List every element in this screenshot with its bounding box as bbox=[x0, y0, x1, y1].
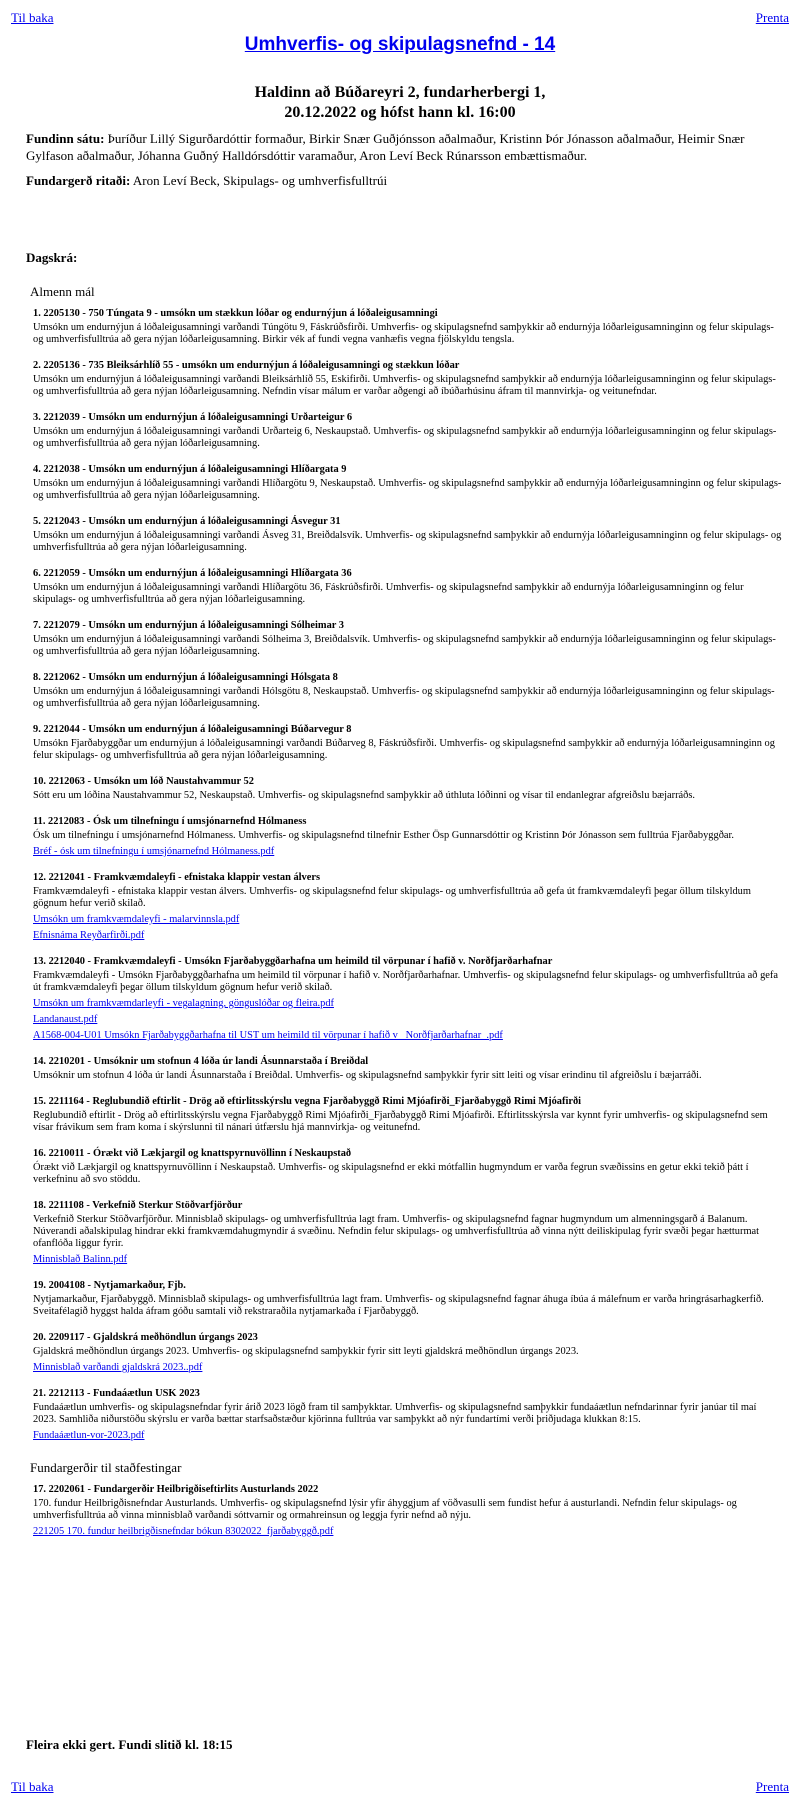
agenda-item-heading: 15. 2211164 - Reglubundið eftirlit - Drög að eftirlitsskýrslu vegna Fjarðabyggð Rimi Mjóafirði_Fjarðabyggð Rimi Mjóafirði bbox=[33, 1096, 582, 1107]
agenda-item-heading: 8. 2212062 - Umsókn um endurnýjun á lóðaleigusamningi Hólsgata 8 bbox=[33, 672, 338, 683]
agenda-item bbox=[33, 956, 782, 1042]
closing-statement: Fleira ekki gert. Fundi slitið kl. 18:15 bbox=[26, 1737, 233, 1752]
agenda-item-text: Verkefnið Sterkur Stöðvarfjörður. Minnisblað skipulags- og umhverfisfulltrúa lagt fram. Umhverfis- og skipulagsnefnd fagnar hugmyndum um almenningsgarð á Balanum. Núverandi aðalskipulag hindrar ekki framkvæmdahugmyndir á svæðinu. Nefndin felur skipulags- og umhverfisfulltrúa að vinna nýtt deiliskipulag fyrir svæði þegar hætturmat ofanflóða liggur fyrir. bbox=[33, 1214, 760, 1249]
agenda-item-heading: 1. 2205130 - 750 Túngata 9 - umsókn um stækkun lóðar og endurnýjun á lóðaleigusamningi bbox=[33, 308, 438, 319]
agenda-item-heading: 16. 2210011 - Órækt við Lækjargil og knattspyrnuvöllinn í Neskaupstað bbox=[33, 1148, 352, 1159]
back-link-bottom[interactable]: Til baka bbox=[11, 1779, 54, 1794]
meeting-info bbox=[0, 83, 800, 123]
agenda-item bbox=[33, 1332, 782, 1374]
agenda-item-text: Umsókn um endurnýjun á lóðaleigusamningi varðandi Sólheima 3, Breiðdalsvík. Umhverfis- og skipulagsnefnd samþykkir að endurnýja lóðarleigusamninginn og felur skipulags- og umhverfisfulltrúa að gera nýjan lóðarleigusamning. bbox=[33, 634, 776, 657]
agenda-item-heading: 14. 2210201 - Umsóknir um stofnun 4 lóða úr landi Ásunnarstaða í Breiðdal bbox=[33, 1056, 369, 1067]
agenda-item-text: Sótt eru um lóðina Naustahvammur 52, Neskaupstað. Umhverfis- og skipulagsnefnd samþykkir að úthluta lóðinni og vísar til endanlegrar afgreiðslu bæjarráðs. bbox=[33, 790, 695, 801]
agenda-item-heading: 12. 2212041 - Framkvæmdaleyfi - efnistaka klappir vestan álvers bbox=[33, 872, 320, 883]
agenda-item bbox=[33, 360, 782, 398]
agenda-item-heading: 11. 2212083 - Ósk um tilnefningu í umsjónarnefnd Hólmaness bbox=[33, 816, 307, 827]
agenda-item-heading: 3. 2212039 - Umsókn um endurnýjun á lóðaleigusamningi Urðarteigur 6 bbox=[33, 412, 353, 423]
agenda-section bbox=[26, 284, 782, 1442]
agenda-item bbox=[33, 1388, 782, 1442]
attendees-text: Þuríður Lillý Sigurðardóttir formaður, Birkir Snær Guðjónsson aðalmaður, Kristinn Þór Jónasson aðalmaður, Heimir Snær Gylfason aðalmaður, Jóhanna Guðný Halldórsdóttir varamaður, Aron Leví Beck Rúnarsson embættismaður. bbox=[26, 131, 745, 163]
attachment-link[interactable]: Fundaáætlun-vor-2023.pdf bbox=[33, 1430, 145, 1441]
section-title: Fundargerðir til staðfestingar bbox=[30, 1460, 182, 1475]
attachment-link[interactable]: Umsókn um framkvæmdaleyfi - malarvinnsla.pdf bbox=[33, 914, 240, 925]
agenda-item-heading: 19. 2004108 - Nytjamarkaður, Fjb. bbox=[33, 1280, 186, 1291]
agenda-item-heading: 13. 2212040 - Framkvæmdaleyfi - Umsókn Fjarðabyggðarhafna um heimild til vörpunar í hafið v. Norðfjarðarhafnar bbox=[33, 956, 553, 967]
agenda-item bbox=[33, 1148, 782, 1186]
agenda-item-text: Umsókn um endurnýjun á lóðaleigusamningi varðandi Bleiksárhlíð 55, Eskifirði. Umhverfis- og skipulagsnefnd samþykkir að endurnýja lóðarleigusamninginn og felur skipulags- og umhverfisfulltrúa að gera nýjan lóðarleigusamning. Nefndin vísar málum er varðar aðgengi að íbúðarhúsinu áfram til mannvirkja- og veitunefndar. bbox=[33, 374, 776, 397]
agenda-title: Dagskrá: bbox=[26, 250, 78, 265]
attachment-link[interactable]: Efnisnáma Reyðarfirði.pdf bbox=[33, 930, 145, 941]
agenda-item-text: Órækt við Lækjargil og knattspyrnuvöllinn í Neskaupstað. Umhverfis- og skipulagsnefnd er ekki mótfallin hugmyndum er varða fegrun svæðissins en getur ekki tekið þátt í verkefninu að svo stöddu. bbox=[33, 1162, 749, 1185]
agenda-item bbox=[33, 1096, 782, 1134]
agenda-item bbox=[33, 724, 782, 762]
attachment-link[interactable]: Umsókn um framkvæmdarleyfi - vegalagning, gönguslóðar og fleira.pdf bbox=[33, 998, 334, 1009]
meeting-location: Haldinn að Búðareyri 2, fundarherbergi 1, bbox=[254, 84, 546, 101]
attendees bbox=[26, 130, 776, 164]
print-link[interactable]: Prenta bbox=[755, 10, 789, 25]
agenda-item-heading: 18. 2211108 - Verkefnið Sterkur Stöðvarfjörður bbox=[33, 1200, 243, 1211]
attachments bbox=[33, 1254, 782, 1266]
agenda-item bbox=[33, 620, 782, 658]
agenda-item-heading: 20. 2209117 - Gjaldskrá meðhöndlun úrgangs 2023 bbox=[33, 1332, 258, 1343]
agenda-section bbox=[26, 1460, 782, 1538]
agenda-item-heading: 4. 2212038 - Umsókn um endurnýjun á lóðaleigusamningi Hlíðargata 9 bbox=[33, 464, 347, 475]
agenda-item-heading: 9. 2212044 - Umsókn um endurnýjun á lóðaleigusamningi Búðarvegur 8 bbox=[33, 724, 352, 735]
agenda-item-text: Umsóknir um stofnun 4 lóða úr landi Ásunnarstaða í Breiðdal. Umhverfis- og skipulagsnefnd samþykkir fyrir sitt leiti og vísar erindinu til afgreiðslu í bæjarráði. bbox=[33, 1070, 702, 1081]
agenda-content bbox=[26, 284, 782, 1552]
agenda-item bbox=[33, 516, 782, 554]
agenda-item bbox=[33, 872, 782, 942]
page-title bbox=[0, 34, 800, 56]
agenda-item-text: 170. fundur Heilbrigðisnefndar Austurlands. Umhverfis- og skipulagsnefnd lýsir yfir áhyggjum af vöðvasulli sem fundist hefur á austurlandi. Nefndin felur skipulags- og umhverfisfulltrúa að vinna minnisblað varðandi sóttvarnir og ormahreinsun og leggja fyrir nefnd að nýju. bbox=[33, 1498, 737, 1521]
agenda-item bbox=[33, 816, 782, 858]
agenda-item bbox=[33, 776, 782, 802]
agenda-item bbox=[33, 308, 782, 346]
attachment-link[interactable]: Landanaust.pdf bbox=[33, 1014, 98, 1025]
committee-title-link[interactable]: Umhverfis- og skipulagsnefnd - 14 bbox=[244, 34, 556, 55]
agenda-item-text: Reglubundið eftirlit - Drög að eftirlitsskýrslu vegna Fjarðabyggð Rimi Mjóafirði_Fjarðabyggð Rimi Mjóafirði. Eftirlitsskýrsla var kynnt fyrir umhverfis- og skipulagsnefnd sem vísar frávikum sem fram koma í skýrslunni til nánari útfærslu hjá mannvirkja- og veitunefnd. bbox=[33, 1110, 768, 1133]
agenda-item-text: Framkvæmdaleyfi - Umsókn Fjarðabyggðarhafna um heimild til vörpunar í hafið v. Norðfjarðarhafnar. Umhverfis- og skipulagsnefnd felur skipulags- og umhverfisfulltrúa að gefa út framkvæmdaleyfi þegar öllum tilskyldum gögnum hefur verið skilað. bbox=[33, 970, 778, 993]
agenda-item-text: Umsókn um endurnýjun á lóðaleigusamningi varðandi Hlíðargötu 9, Neskaupstað. Umhverfis- og skipulagsnefnd samþykkir að endurnýja lóðarleigusamninginn og felur skipulags- og umhverfisfulltrúa að gera nýjan lóðarleigusamning. bbox=[33, 478, 782, 501]
attachment-link[interactable]: Minnisblað Balinn.pdf bbox=[33, 1254, 128, 1265]
agenda-item-text: Framkvæmdaleyfi - efnistaka klappir vestan álvers. Umhverfis- og skipulagsnefnd felur skipulags- og umhverfisfulltrúa að gefa út framkvæmdaleyfi þegar öllum tilskyldum gögnum hefur verið skilað. bbox=[33, 886, 751, 909]
agenda-item-heading: 5. 2212043 - Umsókn um endurnýjun á lóðaleigusamningi Ásvegur 31 bbox=[33, 516, 341, 527]
agenda-item bbox=[33, 1280, 782, 1318]
agenda-item-text: Ósk um tilnefningu í umsjónarnefnd Hólmaness. Umhverfis- og skipulagsnefnd tilnefnir Esther Ösp Gunnarsdóttir og Kristinn Þór Jónasson sem fulltrúa Fjarðabyggðar. bbox=[33, 830, 734, 841]
minutes-label: Fundargerð ritaði: bbox=[26, 173, 131, 188]
meeting-date: 20.12.2022 og hófst hann kl. 16:00 bbox=[284, 104, 516, 121]
agenda-item-text: Umsókn um endurnýjun á lóðaleigusamningi varðandi Hólsgötu 8, Neskaupstað. Umhverfis- og skipulagsnefnd samþykkir að endurnýja lóðarleigusamninginn og felur skipulags- og umhverfisfulltrúa að gera nýjan lóðarleigusamning. bbox=[33, 686, 775, 709]
attendees-label: Fundinn sátu: bbox=[26, 131, 105, 146]
agenda-item-text: Umsókn um endurnýjun á lóðaleigusamningi varðandi Ásveg 31, Breiðdalsvík. Umhverfis- og skipulagsnefnd samþykkir að endurnýja lóðarleigusamninginn og felur skipulags- og umhverfisfulltrúa að gera nýjan lóðarleigusamning. bbox=[33, 530, 782, 553]
agenda-item-text: Gjaldskrá meðhöndlun úrgangs 2023. Umhverfis- og skipulagsnefnd samþykkir fyrir sitt leyti gjaldskrá meðhöndlun úrgangs 2023. bbox=[33, 1346, 579, 1357]
attachments bbox=[33, 914, 782, 942]
agenda-item bbox=[33, 464, 782, 502]
agenda-item bbox=[33, 1484, 782, 1538]
agenda-item-text: Fundaáætlun umhverfis- og skipulagsnefndar fyrir árið 2023 lögð fram til samþykktar. Umhverfis- og skipulagsnefnd samþykkir fundaáætlun nefndarinnar fyrir janúar til maí 2023. Samhliða niðurstöðu skýrslu er varða bættar starfsaðstæður kjörinna fulltrúa var samþykkt að nýr fundartími verði þriðjudaga klukkan 8:15. bbox=[33, 1402, 757, 1425]
back-link[interactable]: Til baka bbox=[11, 10, 54, 25]
attachments bbox=[33, 1362, 782, 1374]
agenda-item-text: Umsókn um endurnýjun á lóðaleigusamningi varðandi Urðarteig 6, Neskaupstað. Umhverfis- og skipulagsnefnd samþykkir að endurnýja lóðarleigusamninginn og felur skipulags- og umhverfisfulltrúa að gera nýjan lóðarleigusamning. bbox=[33, 426, 777, 449]
attachment-link[interactable]: 221205 170. fundur heilbrigðisnefndar bókun 8302022_fjarðabyggð.pdf bbox=[33, 1526, 334, 1537]
agenda-item-heading: 7. 2212079 - Umsókn um endurnýjun á lóðaleigusamningi Sólheimar 3 bbox=[33, 620, 344, 631]
attachment-link[interactable]: A1568-004-U01 Umsókn Fjarðabyggðarhafna til UST um heimild til vörpunar í hafið v _Norðfjarðarhafnar_.pdf bbox=[33, 1030, 503, 1041]
agenda-item-text: Nytjamarkaður, Fjarðabyggð. Minnisblað skipulags- og umhverfisfulltrúa lagt fram. Umhverfis- og skipulagsnefnd fagnar áhuga íbúa á málefnum er varða hringrásarhagkerfið. Sveitafélagið hyggst halda áfram góðu samtali við rekstraraðila nytjamarkaða í Fjarðabyggð. bbox=[33, 1294, 764, 1317]
agenda-item bbox=[33, 1200, 782, 1266]
agenda-item-heading: 6. 2212059 - Umsókn um endurnýjun á lóðaleigusamningi Hlíðargata 36 bbox=[33, 568, 352, 579]
print-link-bottom[interactable]: Prenta bbox=[755, 1779, 789, 1794]
attachments bbox=[33, 846, 782, 858]
attachments bbox=[33, 1430, 782, 1442]
attachments bbox=[33, 1526, 782, 1538]
agenda-item bbox=[33, 1056, 782, 1082]
agenda-item-heading: 21. 2212113 - Fundaáætlun USK 2023 bbox=[33, 1388, 200, 1399]
agenda-item-heading: 17. 2202061 - Fundargerðir Heilbrigðiseftirlits Austurlands 2022 bbox=[33, 1484, 319, 1495]
agenda-item bbox=[33, 412, 782, 450]
agenda-item-text: Umsókn um endurnýjun á lóðaleigusamningi varðandi Hlíðargötu 36, Fáskrúðsfirði. Umhverfis- og skipulagsnefnd samþykkir að endurnýja lóðarleigusamninginn og felur skipulags- og umhverfisfulltrúa að gera nýjan lóðarleigusamning. bbox=[33, 582, 744, 605]
agenda-item-heading: 10. 2212063 - Umsókn um lóð Naustahvammur 52 bbox=[33, 776, 254, 787]
agenda-item-text: Umsókn Fjarðabyggðar um endurnýjun á lóðaleigusamningi varðandi Búðarveg 8, Fáskrúðsfirði. Umhverfis- og skipulagsnefnd samþykkir að endurnýja lóðarleigusamninginn og felur skipulags- og umhverfisfulltrúa að gera nýjan lóðarleigusamning. bbox=[33, 738, 775, 761]
agenda-item bbox=[33, 568, 782, 606]
agenda-item bbox=[33, 672, 782, 710]
agenda-item-text: Umsókn um endurnýjun á lóðaleigusamningi varðandi Túngötu 9, Fáskrúðsfirði. Umhverfis- og skipulagsnefnd samþykkir að endurnýja lóðarleigusamninginn og felur skipulags- og umhverfisfulltrúa að gera nýjan lóðarleigusamning. Birkir vék af fundi vegna vanhæfis vegna fjölskyldu tengsla. bbox=[33, 322, 774, 345]
section-title: Almenn mál bbox=[30, 284, 95, 299]
attachment-link[interactable]: Bréf - ósk um tilnefningu í umsjónarnefnd Hólmaness.pdf bbox=[33, 846, 275, 857]
minutes-text: Aron Leví Beck, Skipulags- og umhverfisfulltrúi bbox=[132, 173, 388, 188]
agenda-item-heading: 2. 2205136 - 735 Bleiksárhlíð 55 - umsókn um endurnýjun á lóðaleigusamningi og stækkun lóðar bbox=[33, 360, 460, 371]
attachment-link[interactable]: Minnisblað varðandi gjaldskrá 2023..pdf bbox=[33, 1362, 203, 1373]
attachments bbox=[33, 998, 782, 1042]
minutes-taker bbox=[26, 172, 776, 189]
